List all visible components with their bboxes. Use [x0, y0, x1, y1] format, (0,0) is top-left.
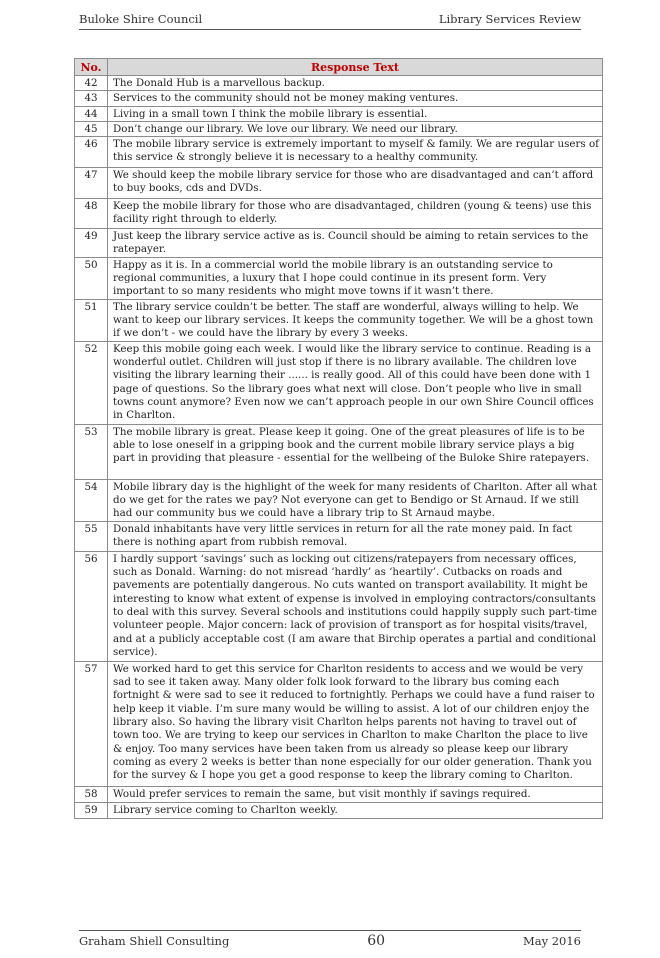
table-row: [75, 168, 603, 199]
response-number: 53: [75, 424, 108, 479]
page-number: 60: [367, 933, 386, 949]
response-text: Mobile library day is the highlight of the week for many residents of Charlton. After all what do we get for the rates we pay? Not everyone can get to Bendigo or St Arnaud. If we still had our community bus we could have a library trip to St Arnaud maybe.: [108, 479, 603, 521]
response-text: Keep the mobile library for those who are disadvantaged, children (young & teens) use this facility right through to elderly.: [108, 199, 603, 229]
table-row: [75, 551, 603, 661]
response-number: 56: [75, 551, 108, 661]
response-number: 51: [75, 299, 108, 341]
table-row: [75, 121, 603, 136]
response-number: 57: [75, 661, 108, 786]
response-number: 47: [75, 168, 108, 199]
page-header: [79, 12, 581, 30]
response-number: 49: [75, 229, 108, 258]
table-row: [75, 424, 603, 479]
response-text: The mobile library service is extremely important to myself & family. We are regular users of this service & strongly believe it is necessary to a healthy community.: [108, 137, 603, 168]
response-text: I hardly support ‘savings’ such as locking out citizens/ratepayers from necessary offices, such as Donald. Warning: do not misread ‘hardly’ as ‘heartily’. Cutbacks on roads and pavements are potentially dangerous. No cuts wanted on transport availability. It might be interesting to know what extent of expense is involved in employing contractors/consultants to deal with this survey. Several schools and institutions could happily supply such part-time volunteer people. Major concern: lack of provision of transport as for hospital visits/travel, and at a publicly acceptable cost (I am aware that Birchip operates a partial and conditional service).: [108, 551, 603, 661]
table-row: [75, 479, 603, 521]
table-row: [75, 521, 603, 551]
page-footer: [79, 930, 581, 949]
response-number: 48: [75, 199, 108, 229]
response-text: Donald inhabitants have very little services in return for all the rate money paid. In fact there is nothing apart from rubbish removal.: [108, 521, 603, 551]
response-number: 58: [75, 786, 108, 802]
table-row: [75, 91, 603, 106]
table-row: [75, 299, 603, 341]
response-text: The Donald Hub is a marvellous backup.: [108, 76, 603, 91]
table-row: [75, 137, 603, 168]
responses-table: [74, 58, 603, 819]
response-text: Keep this mobile going each week. I would like the library service to continue. Reading is a wonderful outlet. Children will just stop if there is no library available. The children love visiting the library learning their ...... is really good. All of this could have been done with 1 page of questions. So the library goes what next will close. Don’t people who live in small towns count anymore? Even now we can’t approach people in our own Shire Council offices in Charlton.: [108, 341, 603, 424]
response-number: 45: [75, 121, 108, 136]
response-text: Library service coming to Charlton weekly.: [108, 802, 603, 818]
table-row: [75, 341, 603, 424]
table-row: [75, 199, 603, 229]
response-text: We worked hard to get this service for Charlton residents to access and we would be very sad to see it taken away. Many older folk look forward to the library bus coming each fortnight & were sad to see it reduced to fortnightly. Perhaps we could have a fund raiser to help keep it viable. I’m sure many would be willing to assist. A lot of our children enjoy the library also. So having the library visit Charlton helps parents not having to travel out of town too. We are trying to keep our services in Charlton to make Charlton the place to live & enjoy. Too many services have been taken from us already so please keep our library coming as every 2 weeks is better than none especially for our older generation. Thank you for the survey & I hope you get a good response to keep the library coming to Charlton.: [108, 661, 603, 786]
response-number: 55: [75, 521, 108, 551]
response-text: We should keep the mobile library service for those who are disadvantaged and can’t afford to buy books, cds and DVDs.: [108, 168, 603, 199]
response-text: Services to the community should not be money making ventures.: [108, 91, 603, 106]
response-number: 44: [75, 106, 108, 121]
response-number: 42: [75, 76, 108, 91]
response-number: 54: [75, 479, 108, 521]
response-text: Don’t change our library. We love our library. We need our library.: [108, 121, 603, 136]
column-header-response: Response Text: [108, 59, 603, 76]
header-document-title: Library Services Review: [438, 12, 581, 26]
table-row: [75, 257, 603, 299]
table-row: [75, 106, 603, 121]
response-number: 59: [75, 802, 108, 818]
response-text: Living in a small town I think the mobile library is essential.: [108, 106, 603, 121]
table-row: [75, 229, 603, 258]
table-row: [75, 76, 603, 91]
header-organisation: Buloke Shire Council: [79, 12, 203, 26]
response-text: Just keep the library service active as is. Council should be aiming to retain services to the ratepayer.: [108, 229, 603, 258]
response-number: 50: [75, 257, 108, 299]
response-number: 43: [75, 91, 108, 106]
response-text: Happy as it is. In a commercial world the mobile library is an outstanding service to regional communities, a luxury that I hope could continue in its present form. Very important to so many residents who might move towns if it wasn’t there.: [108, 257, 603, 299]
response-text: Would prefer services to remain the same, but visit monthly if savings required.: [108, 786, 603, 802]
footer-author: Graham Shiell Consulting: [79, 934, 230, 948]
response-text: The mobile library is great. Please keep it going. One of the great pleasures of life is to be able to lose oneself in a gripping book and the current mobile library service plays a big part in providing that pleasure - essential for the wellbeing of the Buloke Shire ratepayers.: [108, 424, 603, 479]
footer-date: May 2016: [522, 934, 581, 948]
table-row: [75, 802, 603, 818]
response-number: 52: [75, 341, 108, 424]
response-number: 46: [75, 137, 108, 168]
table-row: [75, 661, 603, 786]
table-row: [75, 786, 603, 802]
column-header-number: No.: [75, 59, 108, 76]
table-header-row: [75, 59, 603, 76]
response-text: The library service couldn’t be better. The staff are wonderful, always willing to help. We want to keep our library services. It keeps the community together. We will be a ghost town if we don’t - we could have the library by every 3 weeks.: [108, 299, 603, 341]
